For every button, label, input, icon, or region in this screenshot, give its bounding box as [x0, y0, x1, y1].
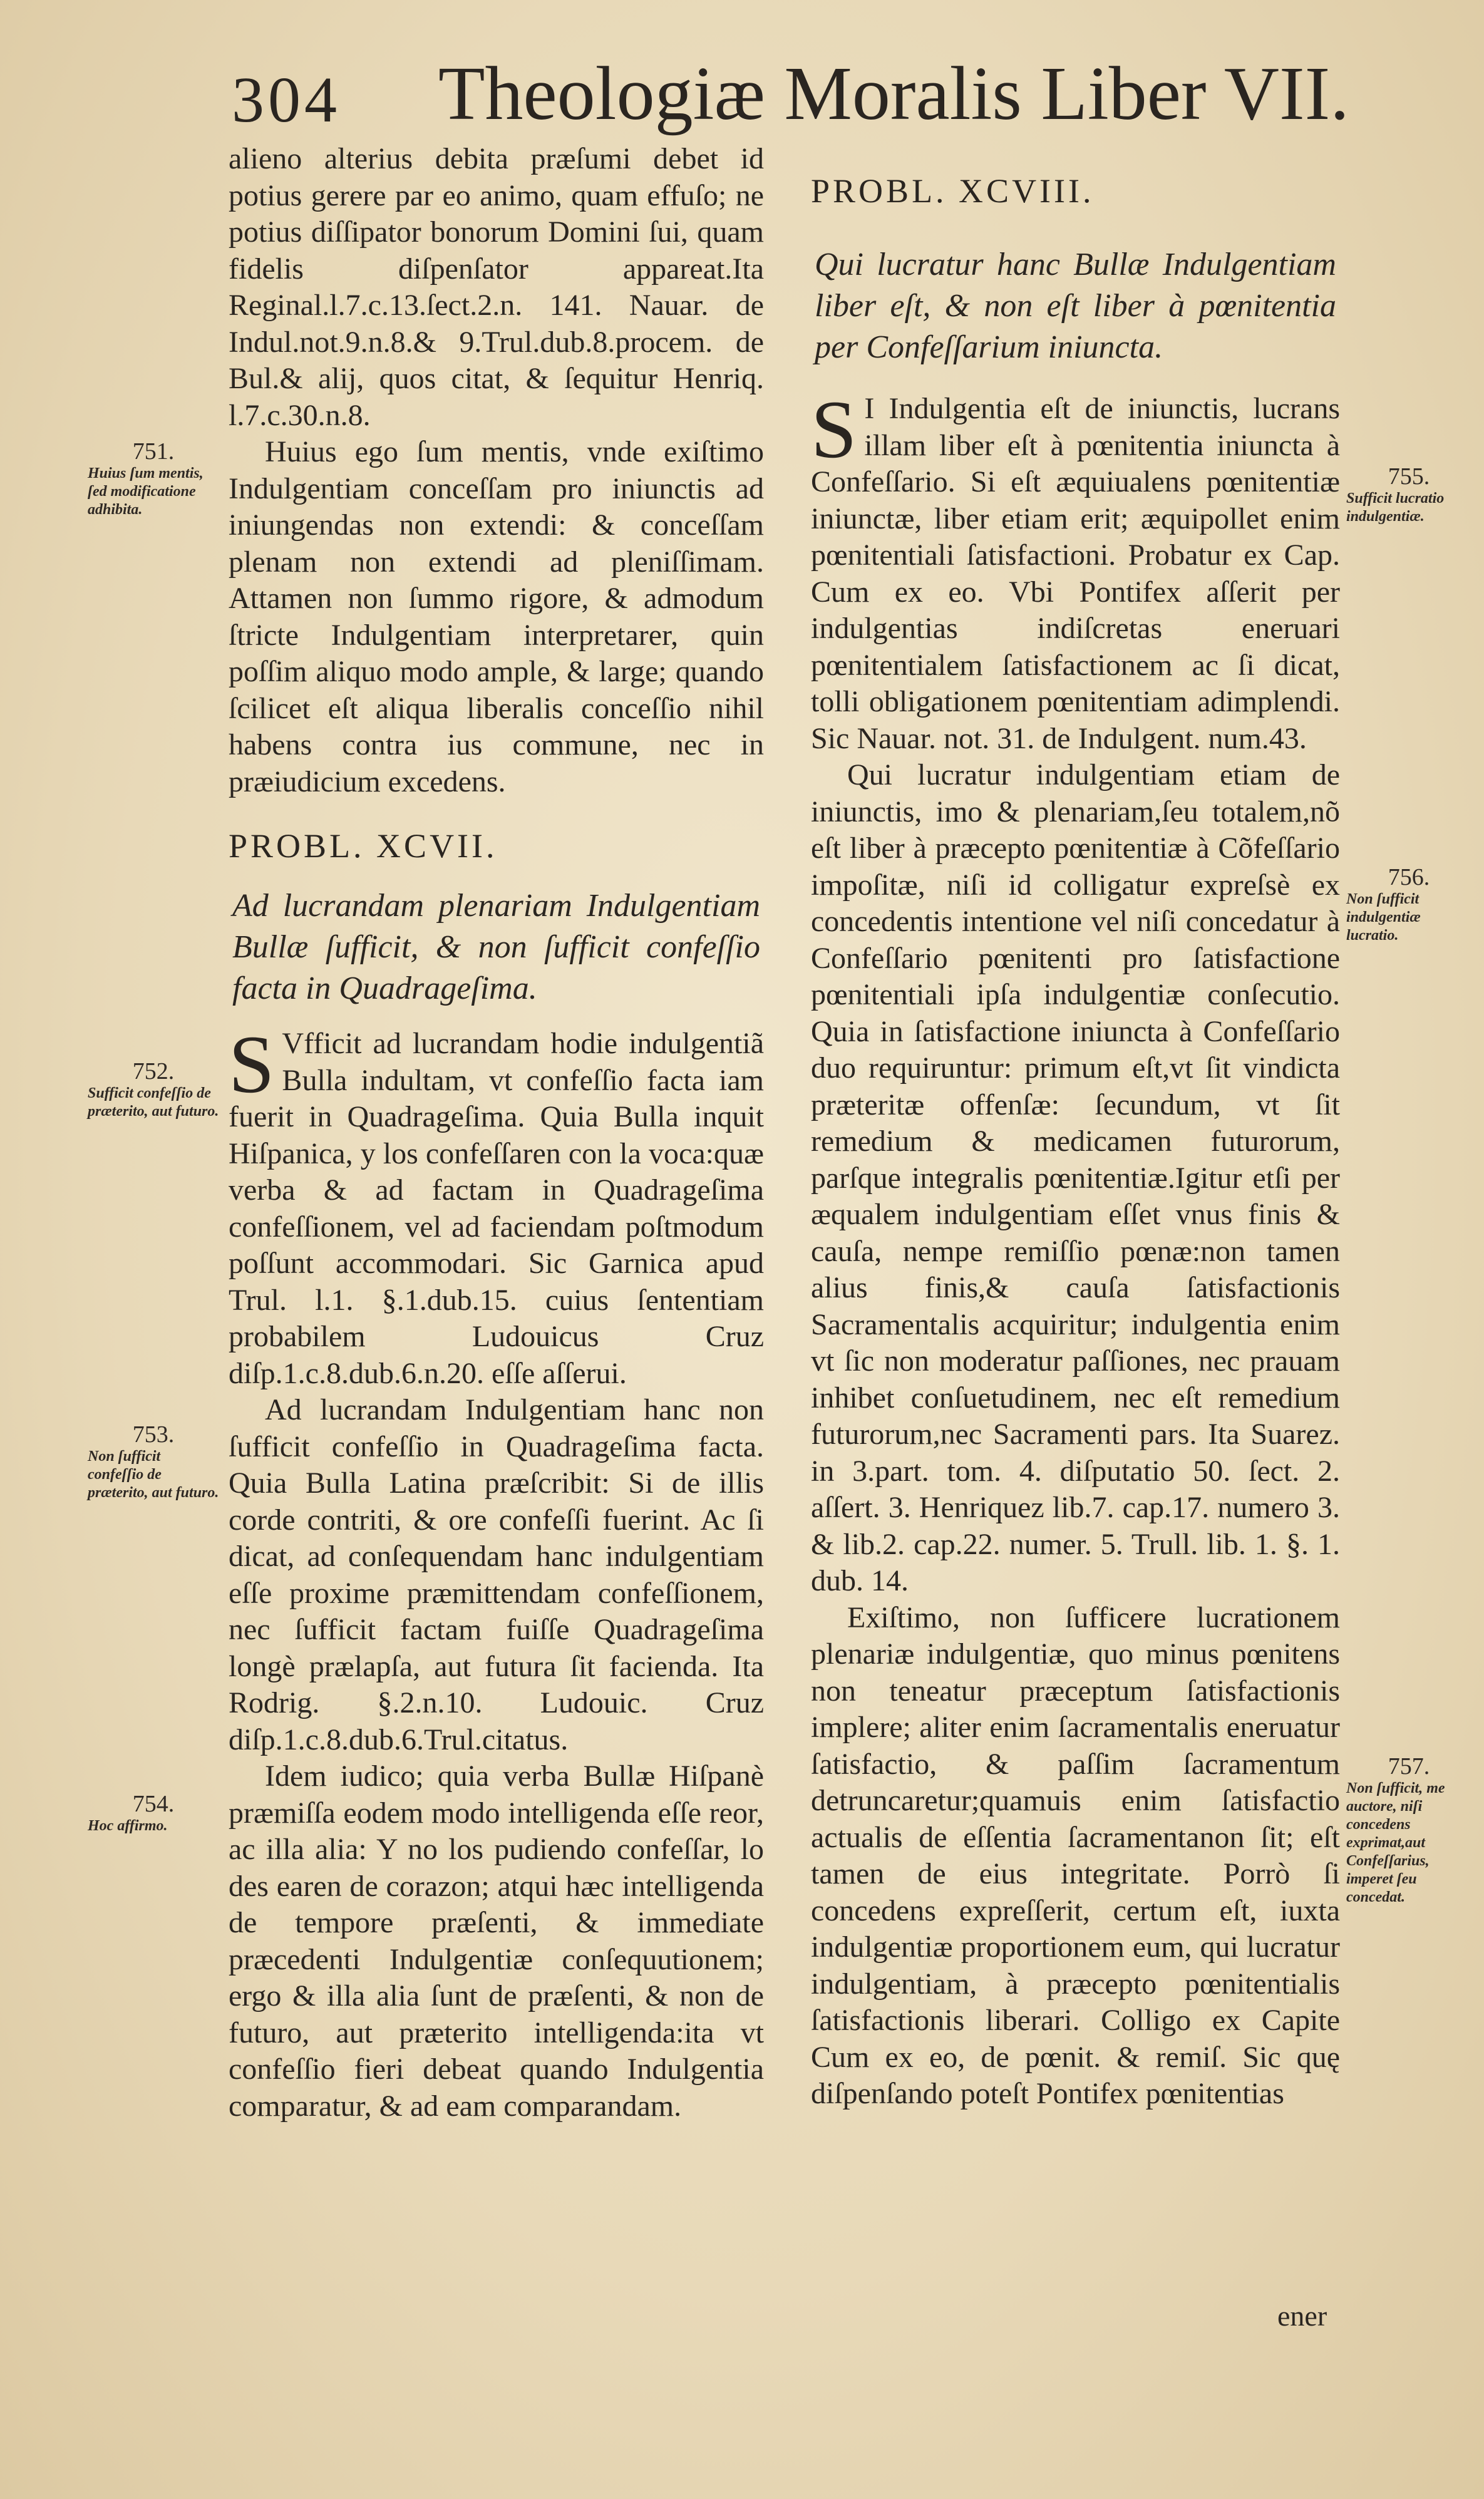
margin-number: 751. [132, 438, 175, 465]
page-header [232, 50, 1349, 136]
page-number: 304 [232, 64, 341, 136]
margin-note-756 [1346, 864, 1471, 945]
margin-note-754 [88, 1791, 219, 1835]
margin-number: 752. [132, 1058, 175, 1085]
margin-number: 757. [1388, 1753, 1430, 1780]
paragraph-751: Huius ego ſum mentis, vnde exiſtimo Indulgentiam conceſſam pro iniunctis ad iniungendas non extendi: & conceſſam plenam non extendi ad pleniſſimam. Attamen non ſummo rigore, & admodum ſtricte Indulgentiam interpretarer, quin poſſim aliquo modo ample, & large; quando ſcilicet eſt aliqua liberalis conceſſio nihil habens contra ius commune, nec in præiudicium excedens. [229, 435, 764, 798]
paragraph-752-text: Vfficit ad lucrandam hodie indulgentiã Bulla indultam, vt confeſſio facta iam fuerit in Quadrageſima. Quia Bulla inquit Hiſpanica, y los confeſſaren con la voca:quæ verba & ad factam in Quadrageſima confeſſionem, vel ad faciendam poſtmodum poſſunt accommodari. Sic Garnica apud Trul. l.1. §.1.dub.15. cuius ſententiam probabilem Ludouicus Cruz diſp.1.c.8.dub.6.n.20. eſſe aſſerui. [229, 1027, 764, 1390]
problem-title-97: Ad lucrandam plenariam Indulgentiam Bullæ ſufficit, & non ſufficit confeſſio facta in Quadrageſima. [232, 888, 760, 1006]
paragraph-755-text: I Indulgentia eſt de iniunctis, lucrans illam liber eſt à pœnitentia iniuncta à Confeſſario. Si eſt æquiualens pœnitentiæ iniunctæ, liber etiam erit; æquipollet enim pœnitentiali ſatisfactioni. Probatur ex Cap. Cum ex eo. Vbi Pontifex aſſerit per indulgentias indiſcretas eneruari pœnitentialem ſatisfactionem ac ſi dicat, tolli obligationem pœnitentiam adimplendi. Sic Nauar. not. 31. de Indulgent. num.43. [811, 392, 1340, 755]
margin-note-752 [88, 1058, 219, 1121]
margin-text: Sufficit confeſſio de præterito, aut futuro. [88, 1085, 219, 1120]
paragraph-continued: alieno alterius debita præſumi debet id potius gerere par eo animo, quam effuſo; ne potius diſſipator bonorum Domini ſui, quam fidelis diſpenſator appareat.Ita Reginal.l.7.c.13.ſect.2.n. 141. Nauar. de Indul.not.9.n.8.& 9.Trul.dub.8.procem. de Bul.& alij, quos citat, & ſequitur Henriq. l.7.c.30.n.8. [229, 142, 764, 432]
margin-text: Non ſufficit indulgentiæ lucratio. [1346, 891, 1421, 944]
left-column [229, 141, 764, 2125]
paragraph-753: Ad lucrandam Indulgentiam hanc non ſufficit confeſſio in Quadrageſima facta. Quia Bulla Latina præſcribit: Si de illis corde contriti, & ore confeſſi fuerint. Ac ſi dicat, ad conſequendam hanc indulgentiam eſſe proxime præmittendam confeſſionem, nec ſufficit factam fuiſſe Quadrageſima longè prælapſa, aut futura ſit facienda. Ita Rodrig. §.2.n.10. Ludouic. Cruz diſp.1.c.8.dub.6.Trul.citatus. [229, 1393, 764, 1756]
margin-text: Non ſufficit, me auctore, niſi concedens exprimat,aut Confeſſarius, imperet ſeu concedat. [1346, 1780, 1445, 1905]
paragraph-754: Idem iudico; quia verba Bullæ Hiſpanè præmiſſa eodem modo intelligenda eſſe reor, ac illa alia: Y no los pudiendo confeſſar, lo des earen de corazon; atqui hæc intelligenda de tempore præſenti, & immediate præcedenti Indulgentiæ conſequutionem; ergo & illa alia ſunt de præſenti, & non de futuro, aut præterito intelligenda:ita vt confeſſio fieri debeat quando Indulgentia comparatur, & ad eam comparandam. [229, 1760, 764, 2123]
margin-text: Huius ſum mentis, ſed modificatione adhibita. [88, 465, 204, 518]
margin-note-751 [88, 438, 219, 519]
right-column [811, 169, 1340, 2113]
margin-note-757 [1346, 1753, 1471, 1907]
margin-text: Hoc affirmo. [88, 1818, 168, 1834]
margin-number: 753. [132, 1421, 175, 1448]
margin-number: 754. [132, 1791, 175, 1817]
paragraph-755 [811, 383, 1340, 757]
catchword: ener [1277, 2300, 1327, 2332]
margin-note-755 [1346, 463, 1471, 526]
margin-note-753 [88, 1421, 219, 1502]
margin-number: 756. [1388, 864, 1430, 890]
paragraph-757: Exiſtimo, non ſufficere lucrationem plenariæ indulgentiæ, quo minus pœnitens non teneatur præceptum ſatisfactionis implere; aliter enim ſacramentalis eneruatur ſatisfactio, & paſſim ſacramentum detruncaretur;quamuis enim ſatisfactio actualis de eſſentia ſacramentanon ſit; eſt tamen de eius integritate. Porrò ſi concedens expreſſerit, certum eſt, iuxta indulgentiæ proportionem eum, qui lucratur indulgentiam, à præcepto pœnitentialis ſatisfactionis liberari. Colligo ex Capite Cum ex eo, de pœnit. & remiſ. Sic quę diſpenſando poteſt Pontifex pœnitentias [811, 1600, 1340, 2110]
paragraph-756: Qui lucratur indulgentiam etiam de iniunctis, imo & plenariam,ſeu totalem,nõ eſt liber à præcepto pœnitentiæ à Cõfeſſario impoſitæ, niſi id colligatur expreſsè ex concedentis intentione vel niſi concedatur à Confeſſario pœnitenti pro ſatisfactione pœnitentiali ipſa indulgentiæ conſecutio. Quia in ſatisfactione iniuncta à Confeſſario duo requiruntur: primum eſt,vt ſit vindicta præteritæ offenſæ: ſecundum, vt ſit remedium & medicamen futurorum, parſque integralis pœnitentiæ.Igitur etſi per æqualem indulgentiam eſſet vnus finis & cauſa, nempe remiſſio pœnæ:non tamen alius finis,& cauſa ſatisfactionis Sacramentalis acquiritur; indulgentia enim vt ſic non moderatur paſſiones, nec prauam inhibet conſuetudinem, nec eſt remedium futurorum,nec Sacramenti pars. Ita Suarez. in 3.part. tom. 4. diſputatio 50. ſect. 2. aſſert. 3. Henriquez lib.7. cap.17. numero 3. & lib.2. cap.22. numer. 5. Trull. lib. 1. §. 1. dub. 14. [811, 758, 1340, 1597]
problem-heading-98: PROBL. XCVIII. [811, 172, 1095, 210]
running-title: Theologiæ Moralis Liber VII. [438, 51, 1349, 136]
drop-cap: S [811, 383, 857, 475]
paragraph-752 [229, 1018, 764, 1392]
margin-number: 755. [1388, 463, 1430, 490]
problem-heading-97: PROBL. XCVII. [229, 827, 498, 865]
margin-text: Non ſufficit confeſſio de præterito, aut futuro. [88, 1448, 219, 1501]
problem-title-98: Qui lucratur hanc Bullæ Indulgentiam liber eſt, & non eſt liber à pœnitentia per Confeſſarium iniuncta. [815, 247, 1336, 365]
drop-cap: S [229, 1018, 275, 1110]
margin-text: Sufficit lucratio indulgentiæ. [1346, 490, 1445, 525]
